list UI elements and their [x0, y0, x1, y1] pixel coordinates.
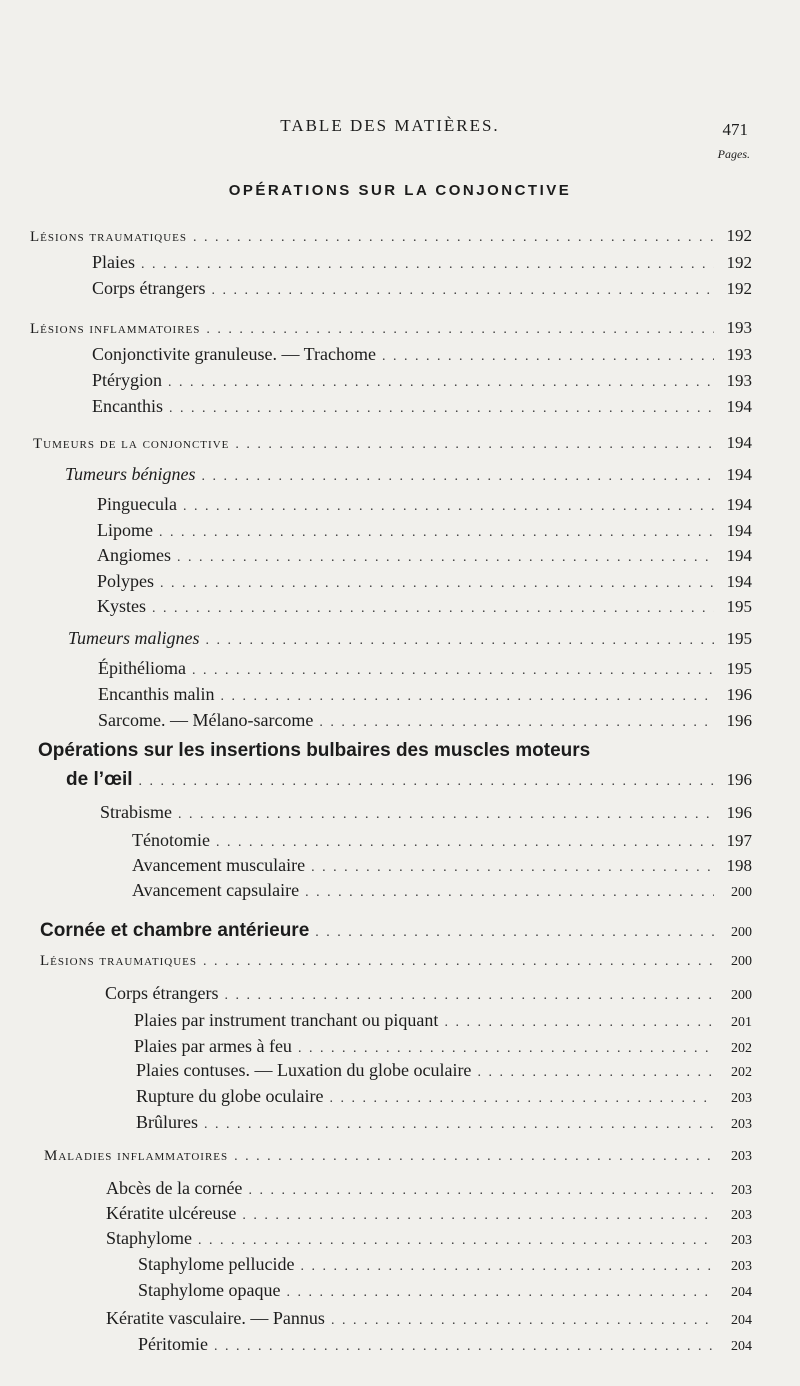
toc-entry: Lésions inflammatoires . . . 193 — [30, 318, 752, 338]
toc-entry: Corps étrangers . . . 192 — [92, 278, 752, 299]
toc-entry: Péritomie . . . 204 — [138, 1334, 752, 1355]
section-heading: OPÉRATIONS SUR LA CONJONCTIVE — [228, 182, 572, 199]
pages-column-label: Pages. — [717, 147, 750, 161]
toc-entry: Encanthis . . . 194 — [92, 396, 752, 417]
toc-entry: Lésions traumatiques . . . 200 — [40, 953, 752, 970]
toc-entry: Plaies par armes à feu . . . 202 — [134, 1036, 752, 1057]
toc-entry: Ptérygion . . . 193 — [92, 370, 752, 391]
toc-entry: Tumeurs de la conjonctive . . . 194 — [33, 433, 752, 453]
toc-entry: Kératite ulcéreuse . . . 203 — [106, 1203, 752, 1224]
toc-entry: Pinguecula . . . 194 — [97, 494, 752, 515]
toc-entry: Lipome . . . 194 — [97, 520, 752, 541]
page-number: 471 — [722, 120, 748, 139]
toc-entry: Tumeurs malignes . . . 195 — [68, 628, 752, 649]
toc-entry: Brûlures . . . 203 — [136, 1112, 752, 1133]
toc-entry: Corps étrangers . . . 200 — [105, 983, 752, 1004]
toc-entry: de l’œil . . . 196 — [66, 769, 752, 791]
toc-entry: Conjonctivite granuleuse. — Trachome . . . 193 — [92, 344, 752, 365]
toc-entry: Avancement musculaire . . . 198 — [132, 855, 752, 876]
toc-entry: Avancement capsulaire . . . 200 — [132, 880, 752, 901]
toc-entry: Cornée et chambre antérieure . . . 200 — [40, 920, 752, 942]
toc-entry: Tumeurs bénignes . . . 194 — [65, 464, 752, 485]
toc-entry: Plaies par instrument tranchant ou piquant . . . 201 — [134, 1010, 752, 1031]
toc-entry: Plaies contuses. — Luxation du globe oculaire . . . 202 — [136, 1060, 752, 1081]
toc-entry: Lésions traumatiques . . . 192 — [30, 226, 752, 246]
toc-entry: Kératite vasculaire. — Pannus . . . 204 — [106, 1308, 752, 1329]
toc-entry: Encanthis malin . . . 196 — [98, 684, 752, 705]
toc-entry: Staphylome pellucide . . . 203 — [138, 1254, 752, 1275]
toc-entry: Strabisme . . . 196 — [100, 802, 752, 823]
toc-entry: Plaies . . . 192 — [92, 252, 752, 273]
toc-entry: Épithélioma . . . 195 — [98, 658, 752, 679]
toc-entry: Maladies inflammatoires . . . 203 — [44, 1148, 752, 1165]
long-heading-line1: Opérations sur les insertions bulbaires des muscles moteurs — [38, 740, 591, 761]
toc-entry: Staphylome . . . 203 — [106, 1228, 752, 1249]
running-title: TABLE DES MATIÈRES. — [280, 116, 500, 135]
toc-entry: Ténotomie . . . 197 — [132, 830, 752, 851]
toc-entry: Abcès de la cornée . . . 203 — [106, 1178, 752, 1199]
toc-entry: Staphylome opaque . . . 204 — [138, 1280, 752, 1301]
toc-entry: Sarcome. — Mélano-sarcome . . . 196 — [98, 710, 752, 731]
toc-entry: Angiomes . . . 194 — [97, 545, 752, 566]
toc-entry: Polypes . . . 194 — [97, 571, 752, 592]
toc-entry: Kystes . . . 195 — [97, 596, 752, 617]
toc-entry: Rupture du globe oculaire . . . 203 — [136, 1086, 752, 1107]
